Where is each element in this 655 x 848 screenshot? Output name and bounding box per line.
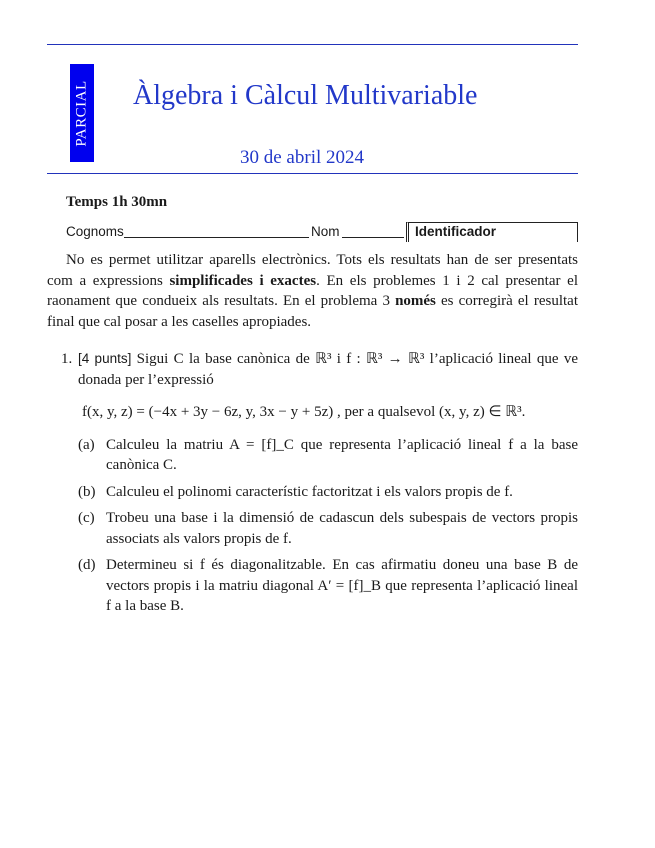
part-text: Trobeu una base i la dimensió de cadascun dels subespais de vectors propis associats als valors propis de f. — [106, 510, 578, 547]
instructions-text-3: es corregirà el resultat final que cal posar a les caselles apropiades. — [47, 293, 578, 330]
part-label: (c) — [78, 510, 95, 526]
surname-field[interactable] — [124, 237, 309, 238]
part-text: Determineu si f és diagonalitzable. En cas afirmatiu doneu una base B de vectors propis i la matriu diagonal A′ = [f]_B que representa l’aplicació lineal f a la base B. — [106, 557, 578, 614]
name-field[interactable] — [342, 237, 404, 238]
part-label: (d) — [78, 557, 96, 573]
identifier-box[interactable] — [406, 222, 578, 242]
part-label: (a) — [78, 436, 95, 453]
instructions-emphasis-1: simplificades i exactes — [169, 272, 317, 289]
instructions-emphasis-2: només — [395, 293, 436, 309]
problem-part-d — [47, 555, 578, 617]
instructions-text-2: . En els problemes 1 i 2 cal presentar el raonament que condueix als resultats. En el problema 3 — [47, 272, 578, 309]
exam-type-tab — [70, 64, 94, 162]
part-text: Calculeu el polinomi característic factoritzat i els valors propis de f. — [106, 483, 513, 500]
name-label: Nom — [311, 224, 340, 239]
course-title: Àlgebra i Càlcul Multivariable — [133, 80, 478, 111]
part-label: (b) — [78, 483, 96, 500]
student-fields — [66, 222, 577, 244]
surname-label: Cognoms — [66, 224, 124, 239]
exam-date: 30 de abril 2024 — [240, 147, 365, 168]
top-rule — [47, 44, 578, 45]
problem-formula: f(x, y, z) = (−4x + 3y − 6z, y, 3x − y + 5z) , per a qualsevol (x, y, z) ∈ ℝ³. — [82, 404, 526, 420]
problem-parts — [47, 435, 578, 617]
problem-1 — [47, 349, 578, 623]
header-bottom-rule — [47, 173, 578, 174]
problem-statement-text: Sigui C la base canònica de ℝ³ i f : ℝ³ → ℝ³ l’aplicació lineal que ve donada per l’expressió — [78, 351, 578, 388]
problem-points: [4 punts] — [78, 351, 132, 366]
exam-duration: Temps 1h 30mn — [66, 194, 168, 210]
problem-statement — [78, 349, 578, 390]
identifier-label: Identificador — [415, 224, 497, 239]
problem-number: 1. — [61, 351, 73, 367]
instructions-paragraph — [47, 250, 578, 332]
problem-part-c — [47, 508, 578, 549]
part-text: Calculeu la matriu A = [f]_C que representa l’aplicació lineal f a la base canònica C. — [106, 436, 578, 473]
problem-part-b — [47, 482, 578, 503]
instructions-text-1: No es permet utilitzar aparells electrònics. Tots els resultats han de ser presentats com a expressions — [47, 252, 578, 289]
problem-part-a — [47, 435, 578, 476]
exam-type-label: PARCIAL — [73, 79, 90, 147]
